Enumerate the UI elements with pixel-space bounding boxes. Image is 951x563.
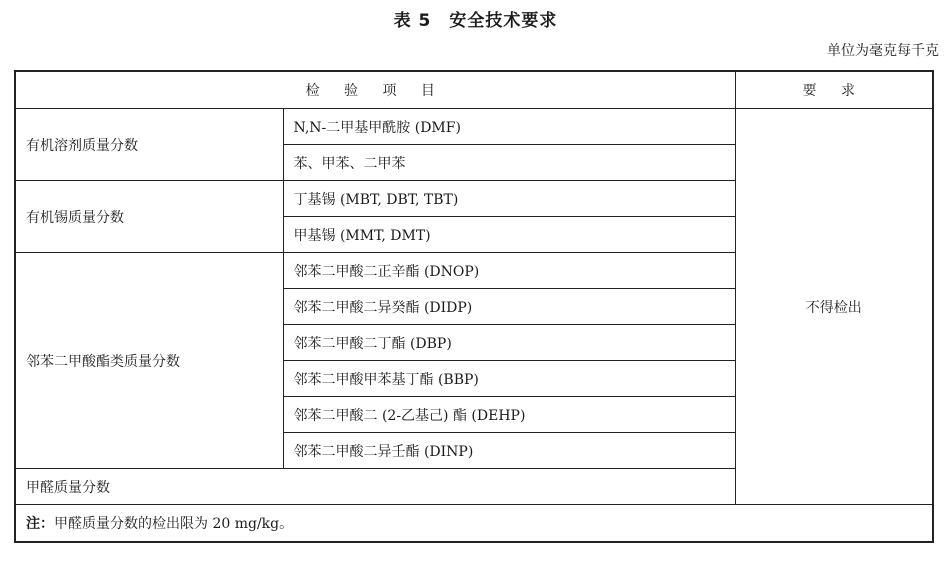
header-item-column: 检 验 项 目	[15, 71, 735, 109]
category-organotin: 有机锡质量分数	[15, 181, 283, 253]
category-organic-solvent: 有机溶剂质量分数	[15, 109, 283, 181]
item-benzene-toluene-xylene: 苯、甲苯、二甲苯	[283, 145, 735, 181]
item-dbp: 邻苯二甲酸二丁酯 (DBP)	[283, 325, 735, 361]
item-butyltin: 丁基锡 (MBT, DBT, TBT)	[283, 181, 735, 217]
item-dinp: 邻苯二甲酸二异壬酯 (DINP)	[283, 433, 735, 469]
safety-requirements-table	[14, 70, 934, 543]
item-bbp: 邻苯二甲酸甲苯基丁酯 (BBP)	[283, 361, 735, 397]
category-phthalates: 邻苯二甲酸酯类质量分数	[15, 253, 283, 469]
header-row	[15, 71, 933, 109]
note-row	[15, 505, 933, 543]
category-formaldehyde: 甲醛质量分数	[15, 469, 735, 505]
requirement-cell: 不得检出	[735, 109, 933, 505]
header-requirement-column: 要 求	[735, 71, 933, 109]
table-title: 表 5 安全技术要求	[393, 11, 558, 31]
item-didp: 邻苯二甲酸二异癸酯 (DIDP)	[283, 289, 735, 325]
table-row	[15, 109, 933, 145]
note-text: 甲醛质量分数的检出限为 20 mg/kg。	[54, 516, 294, 532]
item-dmf: N,N-二甲基甲酰胺 (DMF)	[283, 109, 735, 145]
item-dnop: 邻苯二甲酸二正辛酯 (DNOP)	[283, 253, 735, 289]
item-dehp: 邻苯二甲酸二 (2-乙基己) 酯 (DEHP)	[283, 397, 735, 433]
table-note	[15, 505, 933, 543]
unit-note: 单位为毫克每千克	[827, 43, 939, 59]
note-label: 注：	[26, 516, 54, 532]
item-methyltin: 甲基锡 (MMT, DMT)	[283, 217, 735, 253]
